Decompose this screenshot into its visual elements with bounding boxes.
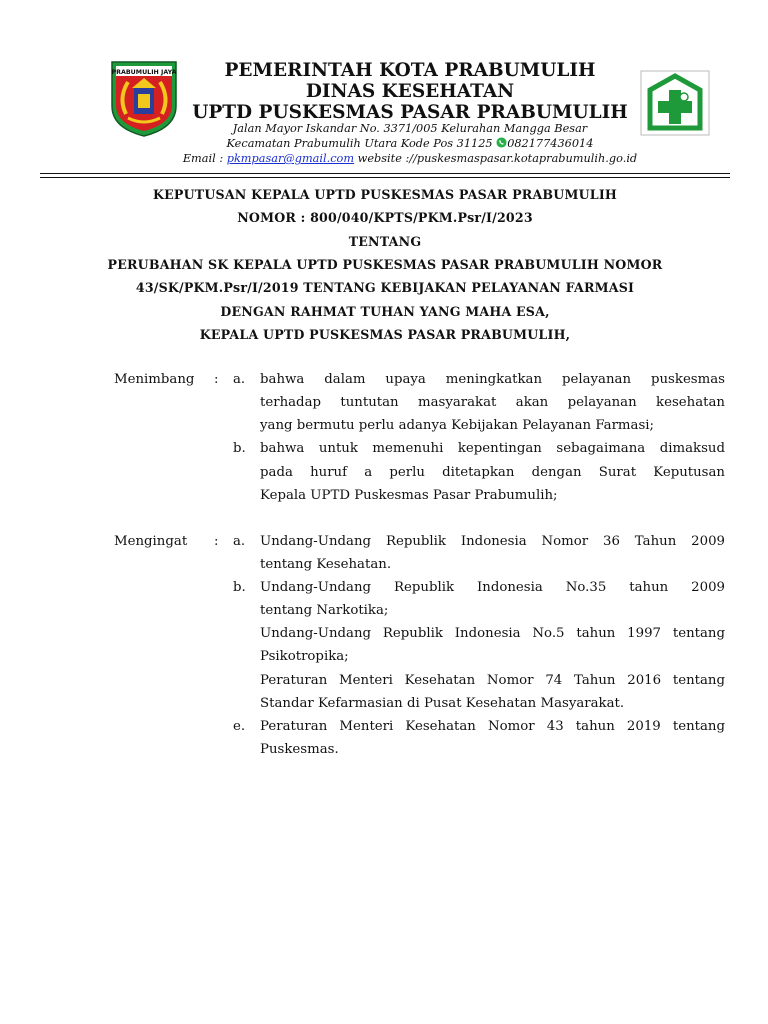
- header-address-line2: [180, 137, 640, 150]
- menimbang-b-line3: Kepala UPTD Puskesmas Pasar Prabumulih;: [260, 488, 558, 503]
- email-label: Email :: [182, 152, 224, 165]
- mengingat-a-line1: Undang-Undang Republik Indonesia Nomor 36 Tahun 2009: [260, 534, 725, 549]
- menimbang-label: Menimbang: [114, 372, 195, 387]
- menimbang-letter-b: b.: [233, 441, 246, 456]
- mengingat-letter-a: a.: [233, 534, 246, 549]
- header-unit-title: UPTD PUSKESMAS PASAR PRABUMULIH: [192, 102, 628, 123]
- mengingat-label: Mengingat: [114, 534, 188, 549]
- header-divider-thin: [40, 177, 730, 178]
- phone-number: 082177436014: [507, 137, 594, 150]
- menimbang-a-line3: yang bermutu perlu adanya Kebijakan Pelayanan Farmasi;: [260, 418, 655, 433]
- mengingat-e-line2: Puskesmas.: [260, 742, 339, 757]
- header-agency-title: DINAS KESEHATAN: [305, 81, 515, 102]
- mengingat-a-line2: tentang Kesehatan.: [260, 557, 392, 572]
- decree-tentang: TENTANG: [348, 234, 422, 249]
- menimbang-b-line2: pada huruf a perlu ditetapkan dengan Surat Keputusan: [260, 465, 725, 480]
- menimbang-letter-a: a.: [233, 372, 246, 387]
- decree-issuer: KEPALA UPTD PUSKESMAS PASAR PRABUMULIH,: [199, 327, 571, 342]
- mengingat-colon: :: [214, 534, 219, 549]
- decree-title: KEPUTUSAN KEPALA UPTD PUSKESMAS PASAR PRABUMULIH: [152, 187, 618, 202]
- mengingat-c-line1: Undang-Undang Republik Indonesia No.5 tahun 1997 tentang: [260, 626, 725, 641]
- mengingat-d-line2: Standar Kefarmasian di Pusat Kesehatan Masyarakat.: [260, 696, 625, 711]
- mengingat-c-line2: Psikotropika;: [260, 649, 349, 664]
- header-divider-thick: [40, 173, 730, 174]
- website-text: website ://puskesmaspasar.kotaprabumulih.go.id: [357, 152, 638, 165]
- email-link[interactable]: pkmpasar@gmail.com: [226, 152, 355, 165]
- menimbang-a-line1: bahwa dalam upaya meningkatkan pelayanan puskesmas: [260, 372, 725, 387]
- whatsapp-icon: [496, 137, 507, 148]
- header-address-line1: Jalan Mayor Iskandar No. 3371/005 Kelurahan Mangga Besar: [232, 122, 588, 135]
- header-contact-line: [160, 152, 660, 165]
- header-government-title: PEMERINTAH KOTA PRABUMULIH: [224, 60, 596, 81]
- mengingat-e-line1: Peraturan Menteri Kesehatan Nomor 43 tahun 2019 tentang: [260, 719, 725, 734]
- emblem-motto-text: PRABUMULIH JAYA: [111, 69, 177, 76]
- decree-subject-line2: 43/SK/PKM.Psr/I/2019 TENTANG KEBIJAKAN PELAYANAN FARMASI: [135, 280, 635, 295]
- menimbang-colon: :: [214, 372, 219, 387]
- mengingat-letter-e: e.: [233, 719, 246, 734]
- address-postal: Kecamatan Prabumulih Utara Kode Pos 31125: [226, 137, 493, 150]
- menimbang-a-line2: terhadap tuntutan masyarakat akan pelayanan kesehatan: [260, 395, 725, 410]
- mengingat-b-line2: tentang Narkotika;: [260, 603, 389, 618]
- mengingat-b-line1: Undang-Undang Republik Indonesia No.35 tahun 2009: [260, 580, 725, 595]
- mengingat-letter-b: b.: [233, 580, 246, 595]
- puskesmas-logo-icon: [640, 70, 710, 136]
- mengingat-d-line1: Peraturan Menteri Kesehatan Nomor 74 Tahun 2016 tentang: [260, 673, 725, 688]
- menimbang-b-line1: bahwa untuk memenuhi kepentingan sebagaimana dimaksud: [260, 441, 725, 456]
- decree-invocation: DENGAN RAHMAT TUHAN YANG MAHA ESA,: [220, 304, 550, 319]
- decree-subject-line1: PERUBAHAN SK KEPALA UPTD PUSKESMAS PASAR PRABUMULIH NOMOR: [107, 257, 663, 272]
- prabumulih-city-emblem-icon: [108, 58, 180, 138]
- decree-number: NOMOR : 800/040/KPTS/PKM.Psr/I/2023: [237, 210, 533, 225]
